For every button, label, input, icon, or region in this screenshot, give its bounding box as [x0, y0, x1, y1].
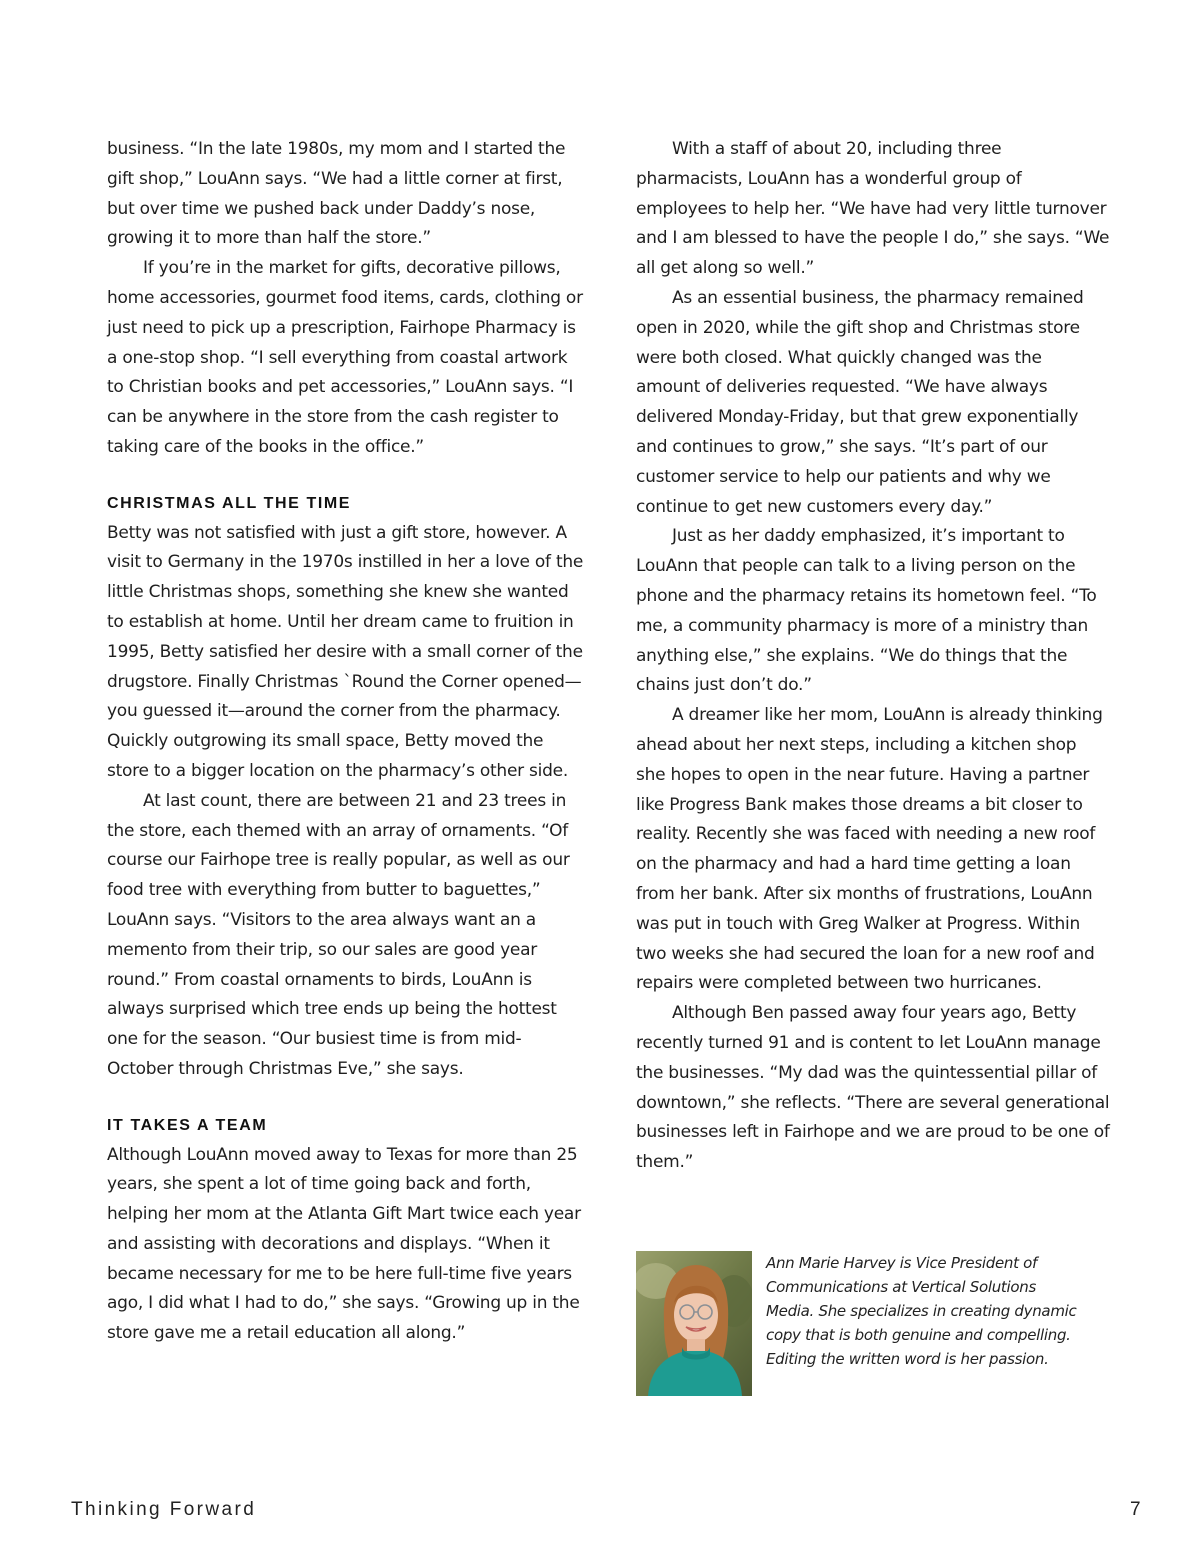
section-heading: IT TAKES A TEAM: [107, 1116, 268, 1134]
paragraph: If you’re in the market for gifts, decorative pillows, home accessories, gourmet food items, cards, clothing or just need to pick up a prescription, Fairhope Pharmacy is a one-stop shop. “I sell everything from coastal artwork to Christian books and pet accessories,” LouAnn says. “I can be anywhere in the store from the cash register to taking care of the books in the office.”: [107, 258, 583, 457]
page-number: 7: [1130, 1499, 1141, 1520]
author-bio: [636, 1251, 1116, 1401]
paragraph: Just as her daddy emphasized, it’s important to LouAnn that people can talk to a living person on the phone and the pharmacy retains its hometown feel. “To me, a community pharmacy is more of a ministry than anything else,” she explains. “We do things that the chains just don’t do.”: [636, 526, 1097, 696]
paragraph: With a staff of about 20, including three pharmacists, LouAnn has a wonderful group of employees to help her. “We have had very little turnover and I am blessed to have the people I do,” she says. “We all get along so well.”: [636, 139, 1110, 279]
section-heading: CHRISTMAS ALL THE TIME: [107, 494, 352, 512]
author-photo: [636, 1251, 752, 1396]
paragraph: Although Ben passed away four years ago, Betty recently turned 91 and is content to let LouAnn manage the businesses. “My dad was the quintessential pillar of downtown,” she reflects. “There are several generational businesses left in Fairhope and we are proud to be one of them.”: [636, 1003, 1110, 1173]
author-bio-text: Ann Marie Harvey is Vice President of Communications at Vertical Solutions Media. She specializes in creating dynamic copy that is both genuine and compelling. Editing the written word is her passion.: [766, 1254, 1077, 1368]
publication-title: Thinking Forward: [71, 1499, 257, 1520]
right-column: [636, 135, 1110, 1178]
left-column: [107, 135, 585, 1349]
paragraph: Although LouAnn moved away to Texas for more than 25 years, she spent a lot of time going back and forth, helping her mom at the Atlanta Gift Mart twice each year and assisting with decorations and displays. “When it became necessary for me to be here full-time five years ago, I did what I had to do,” she says. “Growing up in the store gave me a retail education all along.”: [107, 1144, 581, 1344]
paragraph: At last count, there are between 21 and 23 trees in the store, each themed with an array of ornaments. “Of course our Fairhope tree is really popular, as well as our food tree with everything from butter to baguettes,” LouAnn says. “Visitors to the area always want an a memento from their trip, so our sales are good year round.” From coastal ornaments to birds, LouAnn is always surprised which tree ends up being the hottest one for the season. “Our busiest time is from mid-October through Christmas Eve,” she says.: [107, 790, 570, 1079]
paragraph: Betty was not satisfied with just a gift store, however. A visit to Germany in the 1970s instilled in her a love of the little Christmas shops, something she knew she wanted to establish at home. Until her dream came to fruition in 1995, Betty satisfied her desire with a small corner of the drugstore. Finally Christmas `Round the Corner opened—you guessed it—around the corner from the pharmacy. Quickly outgrowing its small space, Betty moved the store to a bigger location on the pharmacy’s other side.: [107, 522, 584, 781]
paragraph: As an essential business, the pharmacy remained open in 2020, while the gift shop and Christmas store were both closed. What quickly changed was the amount of deliveries requested. “We have always delivered Monday-Friday, but that grew exponentially and continues to grow,” she says. “It’s part of our customer service to help our patients and why we continue to get new customers every day.”: [636, 287, 1084, 517]
paragraph: business. “In the late 1980s, my mom and I started the gift shop,” LouAnn says. “We had a little corner at first, but over time we pushed back under Daddy’s nose, growing it to more than half the store.”: [107, 139, 566, 249]
paragraph: A dreamer like her mom, LouAnn is already thinking ahead about her next steps, including a kitchen shop she hopes to open in the near future. Having a partner like Progress Bank makes those dreams a bit closer to reality. Recently she was faced with needing a new roof on the pharmacy and had a hard time getting a loan from her bank. After six months of frustrations, LouAnn was put in touch with Greg Walker at Progress. Within two weeks she had secured the loan for a new roof and repairs were completed between two hurricanes.: [636, 705, 1103, 994]
